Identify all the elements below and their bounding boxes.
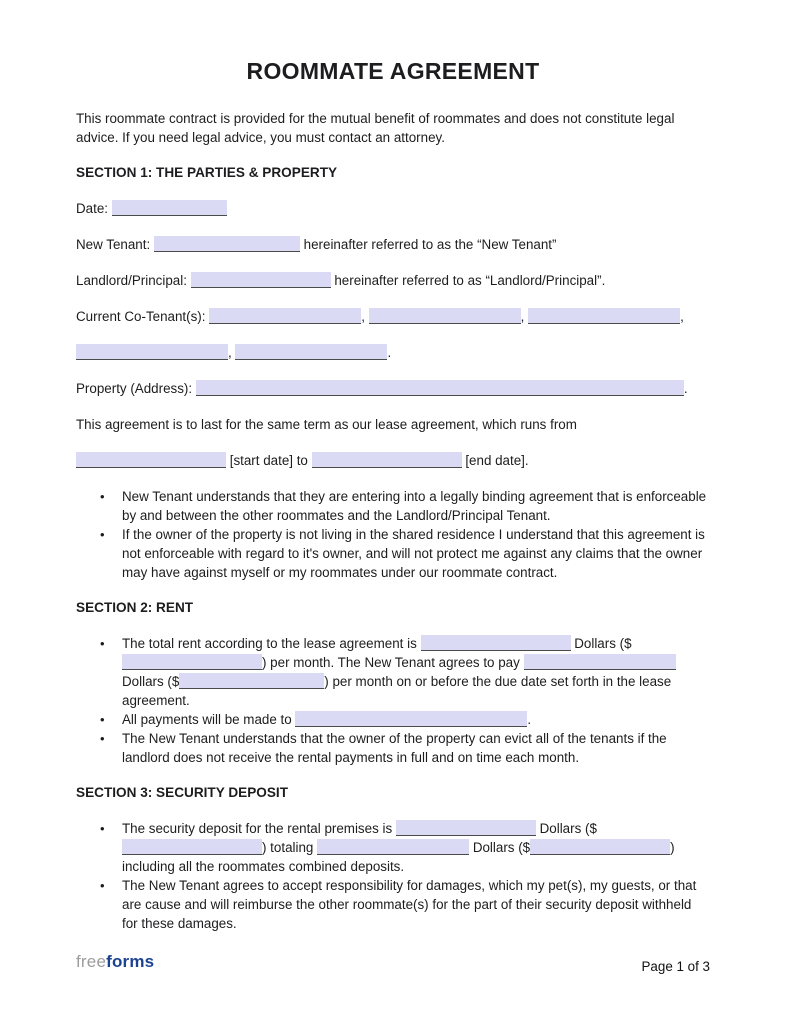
total-rent-words-field[interactable] xyxy=(421,635,571,651)
text-run: This roommate contract is provided for the mutual benefit of roommates and does not constitute legal advice. If you need legal advice, you must contact an attorney. xyxy=(76,111,675,145)
landlord-principal-name-field[interactable] xyxy=(191,272,331,288)
text-run: . xyxy=(527,712,532,727)
section-1-bullets xyxy=(76,487,710,582)
bullet-marker-icon: • xyxy=(100,527,105,542)
brand-forms-text: forms xyxy=(106,952,155,971)
section-2-heading: SECTION 2: RENT xyxy=(76,600,194,615)
security-deposit-words-field[interactable] xyxy=(396,820,536,836)
text-run: Dollars ($ xyxy=(122,674,180,689)
text-run: ) per month on or before the due date set forth in the lease agreement. xyxy=(122,674,672,708)
text-run: ) totaling xyxy=(262,840,318,855)
text-run: [end date]. xyxy=(461,453,529,468)
bullet-marker-icon: • xyxy=(100,489,105,504)
text-run: , xyxy=(361,309,369,324)
bullet-item xyxy=(100,819,710,876)
text-run: The total rent according to the lease agreement is xyxy=(122,636,421,651)
total-rent-amount-field[interactable] xyxy=(122,654,262,670)
section-1-heading: SECTION 1: THE PARTIES & PROPERTY xyxy=(76,165,338,180)
text-run: , xyxy=(520,309,529,324)
co-tenant-2-field[interactable] xyxy=(369,308,521,324)
lease-term-paragraph xyxy=(76,415,710,434)
bullet-marker-icon: • xyxy=(100,731,105,746)
co-tenant-3-field[interactable] xyxy=(528,308,680,324)
text-run: [start date] to xyxy=(226,453,312,468)
text-run: ) including all the roommates combined deposits. xyxy=(122,840,675,874)
text-run: ) per month. The New Tenant agrees to pay xyxy=(262,655,524,670)
bullet-item xyxy=(100,876,710,933)
text-run: , xyxy=(680,309,684,324)
text-run: The security deposit for the rental premises is xyxy=(122,821,396,836)
text-run: Property (Address): xyxy=(76,381,196,396)
bullet-item xyxy=(100,729,710,767)
security-deposit-amount-field[interactable] xyxy=(122,839,262,855)
section-3-bullets xyxy=(76,819,710,933)
new-tenant-rent-amount-field[interactable] xyxy=(179,673,324,689)
text-run: Date: xyxy=(76,201,112,216)
co-tenant-5-field[interactable] xyxy=(235,344,387,360)
bullet-item xyxy=(100,710,710,729)
text-run: All payments will be made to xyxy=(122,712,296,727)
page-number: Page 1 of 3 xyxy=(641,959,710,974)
new-tenant-rent-words-field[interactable] xyxy=(524,654,676,670)
date-line xyxy=(76,199,710,218)
combined-deposit-amount-field[interactable] xyxy=(530,839,670,855)
text-run: . xyxy=(683,381,688,396)
co-tenants-line-2 xyxy=(76,343,710,362)
new-tenant-line xyxy=(76,235,710,254)
text-run: Dollars ($ xyxy=(535,821,597,836)
text-run: Dollars ($ xyxy=(469,840,531,855)
text-run: This agreement is to last for the same term as our lease agreement, which runs from xyxy=(76,417,577,432)
bullet-marker-icon: • xyxy=(100,636,105,651)
text-run: Current Co-Tenant(s): xyxy=(76,309,210,324)
bullet-marker-icon: • xyxy=(100,878,105,893)
bullet-item xyxy=(100,634,710,710)
text-run: New Tenant understands that they are entering into a legally binding agreement that is enforceable by and between the other roommates and the Landlord/Principal Tenant. xyxy=(122,489,707,523)
text-run: , xyxy=(228,345,236,360)
co-tenant-4-field[interactable] xyxy=(76,344,228,360)
date-field[interactable] xyxy=(112,200,227,216)
text-run: The New Tenant agrees to accept responsibility for damages, which my pet(s), my guests, or that are cause and will reimburse the other roommate(s) for the part of their security deposit withheld for these damages. xyxy=(122,878,697,931)
document-body xyxy=(76,109,710,933)
brand-logo xyxy=(76,952,154,972)
brand-free-text: free xyxy=(76,952,107,971)
lease-dates-line xyxy=(76,451,710,470)
co-tenants-line-1 xyxy=(76,307,710,326)
bullet-marker-icon: • xyxy=(100,712,105,727)
text-run: Landlord/Principal: xyxy=(76,273,191,288)
text-run: . xyxy=(387,345,392,360)
text-run: The New Tenant understands that the owner of the property can evict all of the tenants if the landlord does not receive the rental payments in full and on time each month. xyxy=(122,731,667,765)
new-tenant-name-field[interactable] xyxy=(154,236,300,252)
bullet-marker-icon: • xyxy=(100,821,105,836)
bullet-item xyxy=(100,525,710,582)
text-run: If the owner of the property is not living in the shared residence I understand that this agreement is not enforceable with regard to it's owner, and will not protect me against any claims that the owner may have against myself or my roommates under our roommate contract. xyxy=(122,527,705,580)
document-title: ROOMMATE AGREEMENT xyxy=(246,58,540,84)
payments-recipient-field[interactable] xyxy=(295,711,527,727)
text-run: New Tenant: xyxy=(76,237,154,252)
text-run: Dollars ($ xyxy=(570,636,632,651)
lease-end-date-field[interactable] xyxy=(312,452,462,468)
landlord-line xyxy=(76,271,710,290)
combined-deposit-words-field[interactable] xyxy=(317,839,469,855)
text-run: hereinafter referred to as “Landlord/Principal”. xyxy=(330,273,606,288)
bullet-item xyxy=(100,487,710,525)
text-run: hereinafter referred to as the “New Tenant” xyxy=(299,237,557,252)
property-address-line xyxy=(76,379,710,398)
co-tenant-1-field[interactable] xyxy=(209,308,361,324)
section-2-bullets xyxy=(76,634,710,767)
section-3-heading: SECTION 3: SECURITY DEPOSIT xyxy=(76,785,288,800)
property-address-field[interactable] xyxy=(196,380,684,396)
intro-paragraph xyxy=(76,109,710,147)
lease-start-date-field[interactable] xyxy=(76,452,226,468)
